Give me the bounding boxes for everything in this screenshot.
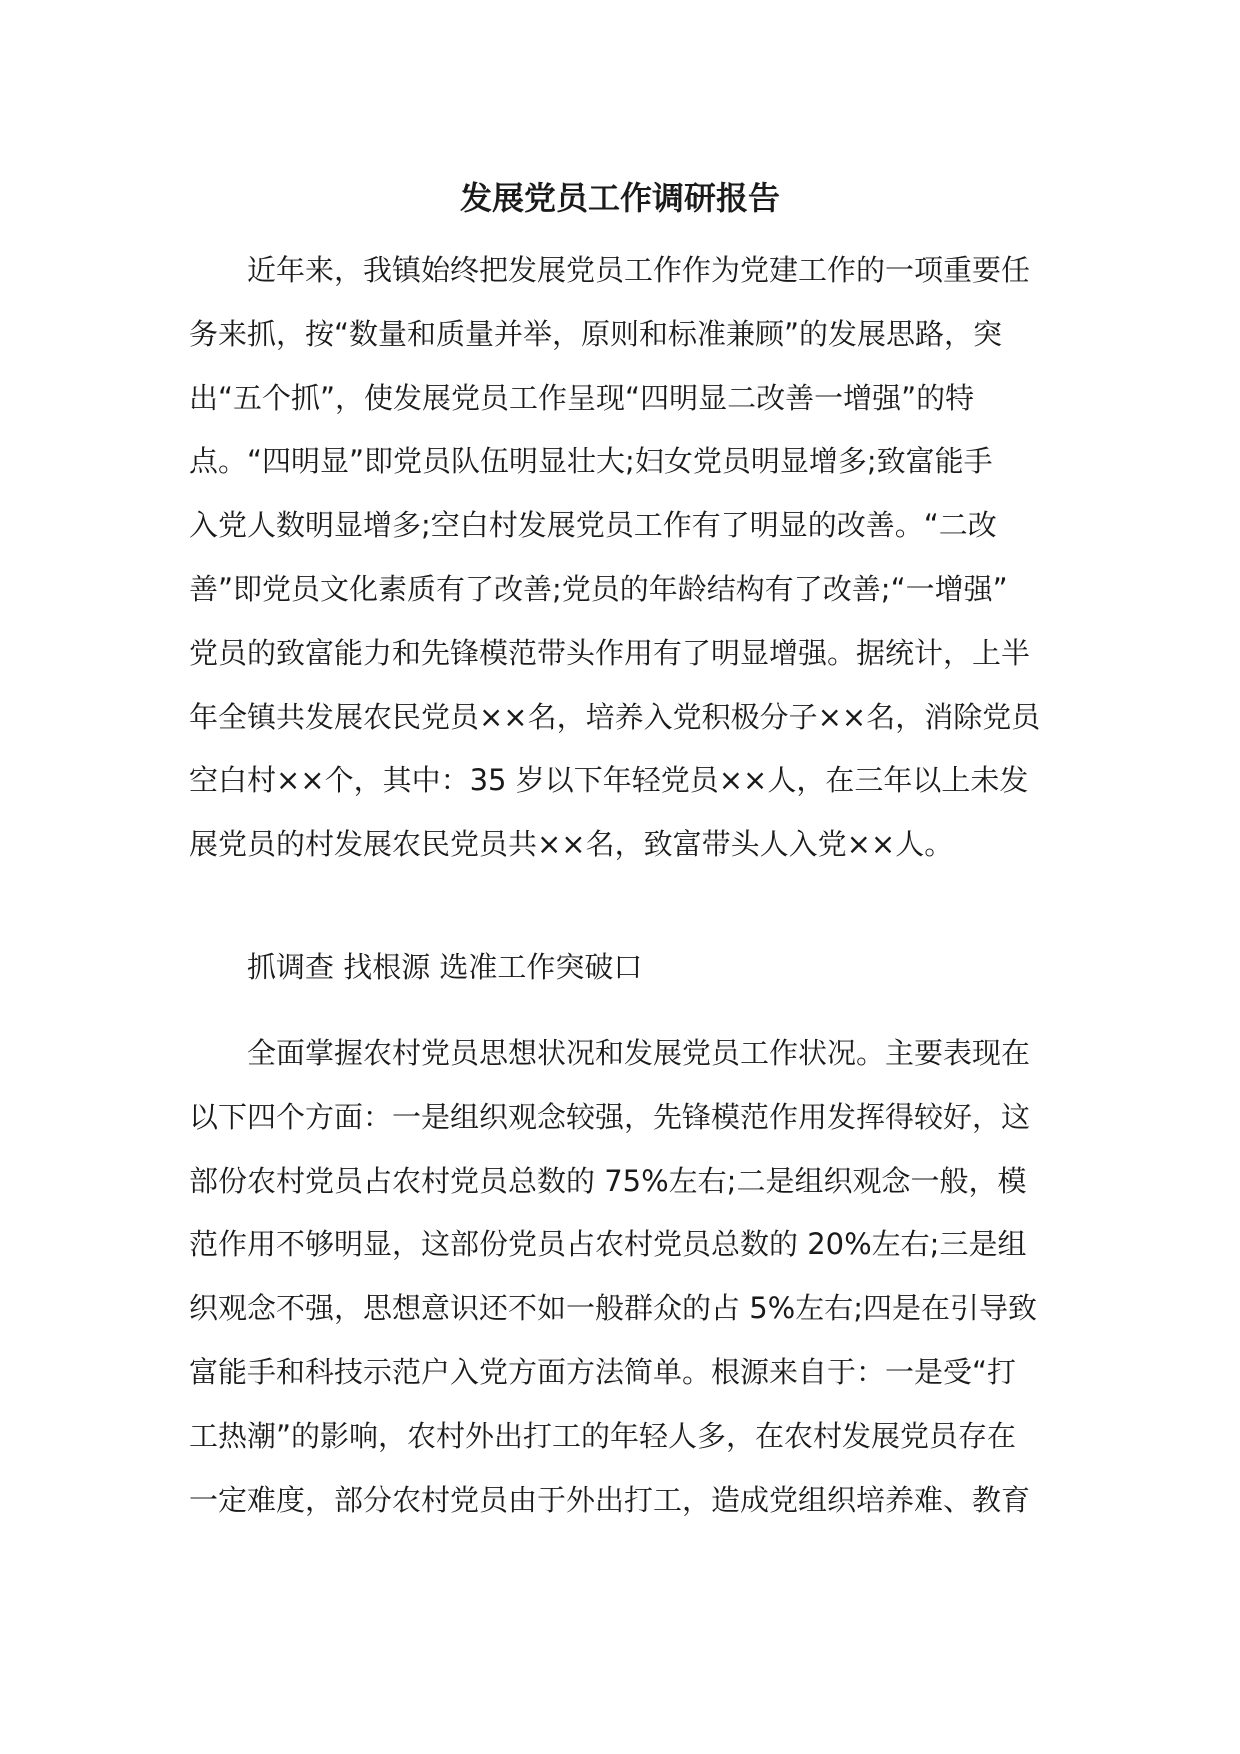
paragraph-line: 范作用不够明显，这部份党员占农村党员总数的 20%左右;三是组 <box>189 1227 1027 1262</box>
section-heading <box>189 936 1059 1000</box>
paragraph-line: 富能手和科技示范户入党方面方法简单。根源来自于：一是受“打 <box>189 1354 1017 1389</box>
paragraph-line: 一定难度，部分农村党员由于外出打工，造成党组织培养难、教育 <box>189 1482 1031 1517</box>
document-title: 发展党员工作调研报告 <box>459 179 780 217</box>
paragraph-line: 年全镇共发展农民党员××名，培养入党积极分子××名，消除党员 <box>189 699 1041 734</box>
paragraph-line: 全面掌握农村党员思想状况和发展党员工作状况。主要表现在 <box>247 1036 1031 1070</box>
paragraph-line: 务来抓，按“数量和质量并举，原则和标准兼顾”的发展思路，突 <box>189 316 1003 351</box>
paragraph-line: 展党员的村发展农民党员共××名，致富带头人入党××人。 <box>189 827 954 862</box>
paragraph-analysis <box>189 1022 1059 1532</box>
paragraph-line: 近年来，我镇始终把发展党员工作作为党建工作的一项重要任 <box>247 253 1031 287</box>
paragraph-line: 点。“四明显”即党员队伍明显壮大;妇女党员明显增多;致富能手 <box>189 444 993 479</box>
section-heading-text: 抓调查 找根源 选准工作突破口 <box>247 950 643 984</box>
paragraph-line: 工热潮”的影响，农村外出打工的年轻人多，在农村发展党员存在 <box>189 1418 1017 1453</box>
paragraph-line: 入党人数明显增多;空白村发展党员工作有了明显的改善。“二改 <box>189 508 997 543</box>
paragraph-line: 空白村××个，其中：35 岁以下年轻党员××人，在三年以上未发 <box>189 763 1029 798</box>
paragraph-line: 织观念不强，思想意识还不如一般群众的占 5%左右;四是在引导致 <box>189 1291 1037 1326</box>
paragraph-line: 以下四个方面：一是组织观念较强，先锋模范作用发挥得较好，这 <box>189 1099 1031 1134</box>
paragraph-line: 善”即党员文化素质有了改善;党员的年龄结构有了改善;“一增强” <box>189 571 1008 606</box>
paragraph-line: 部份农村党员占农村党员总数的 75%左右;二是组织观念一般，模 <box>189 1163 1027 1198</box>
paragraph-line: 出“五个抓”，使发展党员工作呈现“四明显二改善一增强”的特 <box>189 380 975 415</box>
paragraph-intro <box>189 239 1059 877</box>
paragraph-line: 党员的致富能力和先锋模范带头作用有了明显增强。据统计，上半 <box>189 635 1031 670</box>
